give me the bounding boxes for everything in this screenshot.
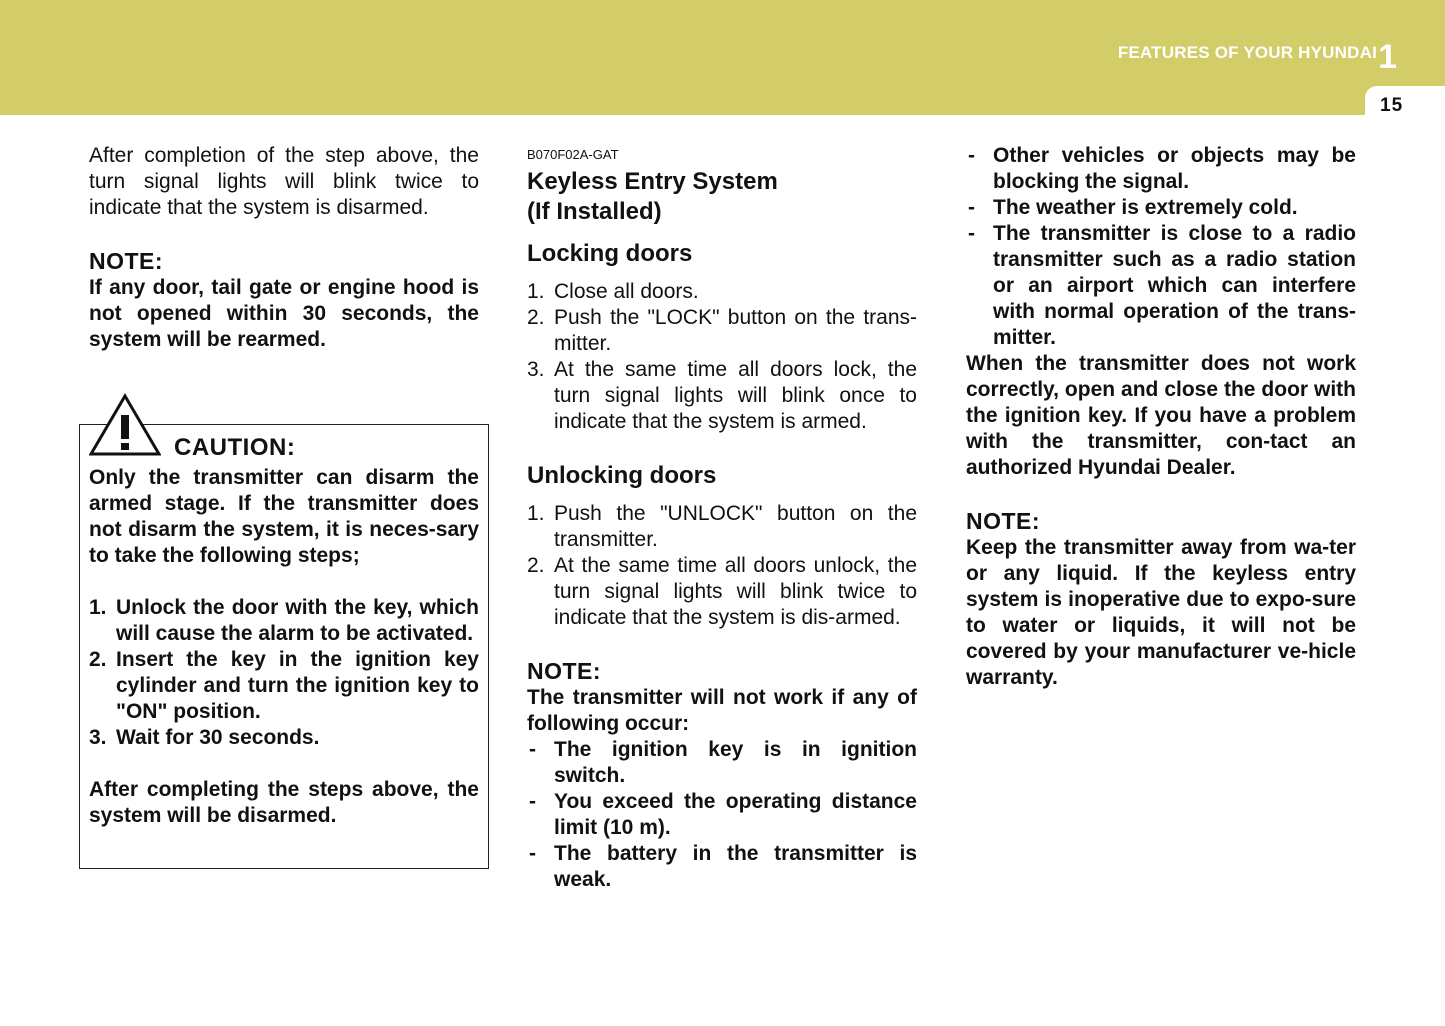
step-number: 3. [527, 358, 545, 381]
unlocking-step [527, 501, 917, 553]
locking-doors-heading: Locking doors [527, 240, 693, 267]
interference-conditions [966, 143, 1356, 351]
keyless-entry-subtitle: (If Installed) [527, 198, 662, 225]
condition-item: - Other vehicles or objects may be blocking the signal. [968, 144, 1356, 193]
caution-step [89, 595, 479, 647]
note-conditions [527, 737, 917, 893]
note-heading: NOTE: [527, 658, 602, 684]
note-text: If any door, tail gate or engine hood is not opened within 30 seconds, the system will be rearmed. [89, 276, 479, 351]
condition-text: You exceed the operating distance limit (10 m). [554, 790, 917, 839]
column-middle [527, 147, 917, 893]
chapter-number: 1 [1378, 38, 1397, 76]
condition-item: - The battery in the transmitter is weak. [529, 842, 917, 891]
intro-paragraph: After completion of the step above, the turn signal lights will blink twice to indicate that the system is disarmed. [89, 144, 479, 219]
step-text: At the same time all doors unlock, the turn signal lights will blink twice to indicate that the system is dis-armed. [554, 554, 917, 629]
column-left [89, 143, 479, 353]
caution-heading: CAUTION: [174, 434, 296, 461]
step-number: 2. [527, 554, 545, 577]
step-text: Close all doors. [554, 280, 699, 303]
note-heading: NOTE: [966, 508, 1041, 534]
locking-step [527, 305, 917, 357]
condition-text: The ignition key is in ignition switch. [554, 738, 917, 787]
page-number-tab [1365, 86, 1445, 126]
step-number: 1. [527, 280, 545, 303]
caution-step [89, 725, 479, 751]
caution-conclusion: After completing the steps above, the system will be disarmed. [89, 778, 479, 827]
locking-steps [527, 279, 917, 435]
column-right [966, 143, 1356, 691]
condition-item: - The weather is extremely cold. [968, 196, 1298, 219]
unlocking-steps [527, 501, 917, 631]
step-text: At the same time all doors lock, the turn signal lights will blink once to indicate that the system is armed. [554, 358, 917, 433]
step-text: Push the "LOCK" button on the trans-mitter. [554, 306, 917, 355]
step-number: 2. [89, 648, 107, 671]
troubleshoot-paragraph: When the transmitter does not work correctly, open and close the door with the ignition key. If you have a problem with the transmitter, con-tact an authorized Hyundai Dealer. [966, 352, 1356, 479]
section-code: B070F02A-GAT [527, 147, 619, 162]
step-number: 1. [89, 596, 107, 619]
unlocking-doors-heading: Unlocking doors [527, 462, 717, 489]
condition-text: The battery in the transmitter is weak. [554, 842, 917, 891]
section-title: FEATURES OF YOUR HYUNDAI [1117, 43, 1377, 62]
page-header [0, 0, 1445, 115]
condition-text: Other vehicles or objects may be blocking the signal. [993, 144, 1356, 193]
note-text: Keep the transmitter away from wa-ter or any liquid. If the keyless entry system is inoperative due to expo-sure to water or liquids, it will not be covered by your manufacturer ve-hicle warranty. [966, 536, 1356, 689]
warning-triangle-icon [89, 393, 161, 457]
unlocking-step [527, 553, 917, 631]
step-text: Wait for 30 seconds. [116, 726, 320, 749]
locking-step [527, 357, 917, 435]
note-heading: NOTE: [89, 248, 164, 274]
step-number: 1. [527, 502, 545, 525]
step-text: Push the "UNLOCK" button on the transmitter. [554, 502, 917, 551]
step-number: 2. [527, 306, 545, 329]
caution-steps [89, 595, 479, 751]
note-text: The transmitter will not work if any of following occur: [527, 686, 917, 735]
condition-item: - The transmitter is close to a radio transmitter such as a radio station or an airport which can interfere with normal operation of the trans-mitter. [968, 222, 1356, 349]
condition-item: - The ignition key is in ignition switch. [529, 738, 917, 787]
page-number: 15 [1380, 95, 1404, 116]
condition-text: The transmitter is close to a radio transmitter such as a radio station or an airport which can interfere with normal operation of the trans-mitter. [993, 222, 1356, 349]
step-number: 3. [89, 726, 107, 749]
condition-item: - You exceed the operating distance limit (10 m). [529, 790, 917, 839]
keyless-entry-title: Keyless Entry System [527, 168, 778, 195]
caution-step [89, 647, 479, 725]
caution-content [89, 465, 479, 829]
locking-step [527, 279, 917, 305]
caution-text: Only the transmitter can disarm the armed stage. If the transmitter does not disarm the system, it is neces-sary to take the following steps; [89, 466, 479, 567]
condition-text: The weather is extremely cold. [993, 196, 1298, 219]
step-text: Unlock the door with the key, which will cause the alarm to be activated. [116, 596, 479, 645]
step-text: Insert the key in the ignition key cylinder and turn the ignition key to "ON" position. [116, 648, 479, 723]
